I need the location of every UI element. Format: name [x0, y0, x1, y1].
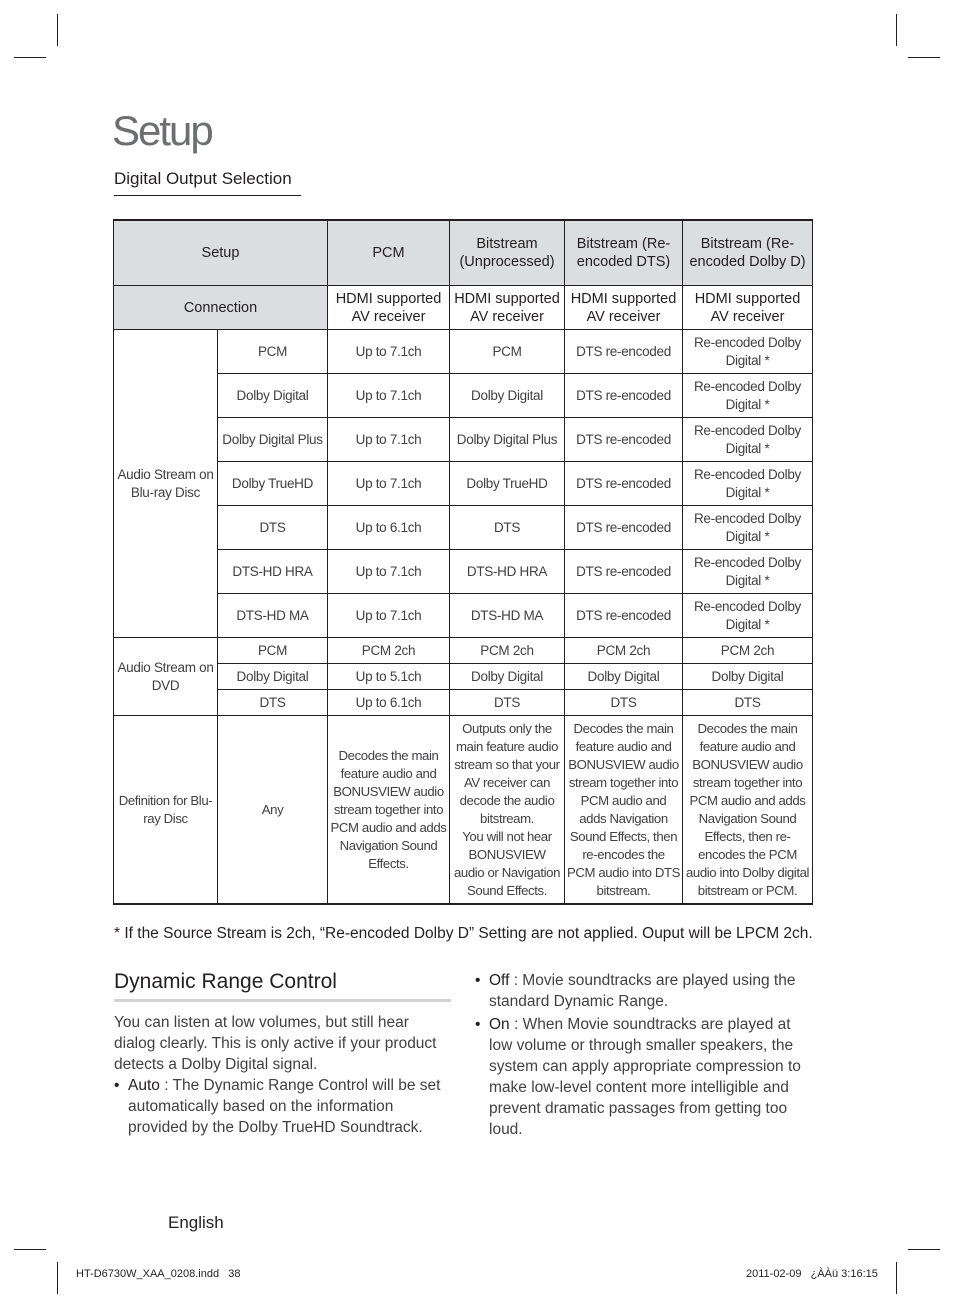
cell-pcm: Up to 5.1ch: [328, 664, 450, 690]
cell-source: Any: [218, 716, 328, 905]
print-slug-date: 2011-02-09 ¿ÀÀü 3:16:15: [746, 1268, 878, 1280]
cell-unprocessed: DTS-HD HRA: [450, 550, 565, 594]
cell-dts: DTS re-encoded: [565, 330, 683, 374]
cell-dts: PCM 2ch: [565, 638, 683, 664]
cell-unprocessed: Dolby Digital: [450, 374, 565, 418]
cell-dts: DTS re-encoded: [565, 418, 683, 462]
table-row: [114, 374, 813, 418]
on-text: : When Movie soundtracks are played at low volume or through smaller speakers, the system can apply appropriate compression to make low-level content more intelligible and prevent dramatic passages from getting too loud.: [489, 1016, 801, 1138]
header-bitstream-unprocessed: Bitstream (Unprocessed): [450, 220, 565, 286]
cell-unprocessed: Dolby Digital: [450, 664, 565, 690]
table-row: [114, 506, 813, 550]
drc-title: Dynamic Range Control: [114, 968, 451, 1002]
cell-pcm: Up to 7.1ch: [328, 462, 450, 506]
table-row: [114, 594, 813, 638]
cell-source: DTS: [218, 506, 328, 550]
off-label: Off: [489, 972, 510, 989]
definition-pcm: Decodes the main feature audio and BONUSVIEW audio stream together into PCM audio and adds Navigation Sound Effects.: [328, 716, 450, 905]
connection-dolby: HDMI supported AV receiver: [683, 286, 813, 330]
cell-dts: DTS re-encoded: [565, 550, 683, 594]
cell-dts: DTS: [565, 690, 683, 716]
crop-mark: [908, 1249, 940, 1250]
cell-unprocessed: Dolby TrueHD: [450, 462, 565, 506]
cell-pcm: Up to 7.1ch: [328, 550, 450, 594]
cell-dolby: Re-encoded Dolby Digital *: [683, 462, 813, 506]
bullet-glyph: •: [475, 1016, 481, 1033]
header-bitstream-dts: Bitstream (Re-encoded DTS): [565, 220, 683, 286]
print-slug-file: HT-D6730W_XAA_0208.indd 38: [76, 1268, 241, 1280]
drc-intro: You can listen at low volumes, but still hear dialog clearly. This is only active if your product detects a Dolby Digital signal.: [114, 1014, 437, 1073]
cell-dolby: Re-encoded Dolby Digital *: [683, 594, 813, 638]
cell-source: Dolby TrueHD: [218, 462, 328, 506]
cell-source: DTS-HD MA: [218, 594, 328, 638]
cell-pcm: Up to 7.1ch: [328, 594, 450, 638]
connection-label: Connection: [114, 286, 328, 330]
group-dvd: Audio Stream on DVD: [114, 638, 218, 716]
drc-left-column: [114, 968, 451, 1138]
digital-output-table: [113, 219, 813, 905]
cell-pcm: Up to 6.1ch: [328, 690, 450, 716]
header-setup: Setup: [114, 220, 328, 286]
header-bitstream-dolby: Bitstream (Re-encoded Dolby D): [683, 220, 813, 286]
table-row: [114, 638, 813, 664]
definition-dts: Decodes the main feature audio and BONUSVIEW audio stream together into PCM audio and adds Navigation Sound Effects, then re-encodes the PCM audio into DTS bitstream.: [565, 716, 683, 905]
cell-dolby: Re-encoded Dolby Digital *: [683, 418, 813, 462]
cell-unprocessed: Dolby Digital Plus: [450, 418, 565, 462]
drc-bullet-auto: [114, 1075, 451, 1138]
cell-source: Dolby Digital Plus: [218, 418, 328, 462]
cell-unprocessed: PCM 2ch: [450, 638, 565, 664]
cell-unprocessed: DTS: [450, 690, 565, 716]
table-row: [114, 664, 813, 690]
table-row: [114, 462, 813, 506]
cell-source: Dolby Digital: [218, 664, 328, 690]
cell-unprocessed: DTS: [450, 506, 565, 550]
table-row: [114, 690, 813, 716]
crop-mark: [908, 57, 940, 58]
section-heading: Digital Output Selection: [114, 168, 301, 196]
definition-unprocessed-part2: You will not hear BONUSVIEW audio or Navigation Sound Effects.: [453, 828, 561, 898]
cell-pcm: Up to 6.1ch: [328, 506, 450, 550]
definition-unprocessed: [450, 716, 565, 905]
cell-pcm: Up to 7.1ch: [328, 374, 450, 418]
connection-pcm: HDMI supported AV receiver: [328, 286, 450, 330]
auto-text: : The Dynamic Range Control will be set automatically based on the information provided by the Dolby TrueHD Soundtrack.: [128, 1077, 441, 1136]
bullet-glyph: •: [475, 972, 481, 989]
cell-pcm: Up to 7.1ch: [328, 418, 450, 462]
cell-source: Dolby Digital: [218, 374, 328, 418]
header-pcm: PCM: [328, 220, 450, 286]
crop-mark: [57, 14, 58, 46]
table-row: [114, 550, 813, 594]
crop-mark: [896, 14, 897, 46]
cell-dts: DTS re-encoded: [565, 506, 683, 550]
cell-dolby: Re-encoded Dolby Digital *: [683, 330, 813, 374]
crop-mark: [57, 1262, 58, 1294]
cell-dts: Dolby Digital: [565, 664, 683, 690]
table-footnote: * If the Source Stream is 2ch, “Re-encoded Dolby D” Setting are not applied. Ouput will be LPCM 2ch.: [114, 925, 813, 942]
cell-dolby: Re-encoded Dolby Digital *: [683, 374, 813, 418]
cell-unprocessed: PCM: [450, 330, 565, 374]
cell-source: DTS: [218, 690, 328, 716]
bullet-glyph: •: [114, 1077, 120, 1094]
off-text: : Movie soundtracks are played using the standard Dynamic Range.: [489, 972, 796, 1010]
crop-mark: [896, 1262, 897, 1294]
definition-unprocessed-part1: Outputs only the main feature audio stream so that your AV receiver can decode the audio bitstream.: [454, 720, 560, 826]
crop-mark: [14, 1249, 46, 1250]
table-header-row: [114, 220, 813, 286]
cell-dts: DTS re-encoded: [565, 374, 683, 418]
page-title: Setup: [112, 107, 212, 154]
connection-unprocessed: HDMI supported AV receiver: [450, 286, 565, 330]
table-row: [114, 330, 813, 374]
cell-source: DTS-HD HRA: [218, 550, 328, 594]
definition-row: [114, 716, 813, 905]
cell-dolby: DTS: [683, 690, 813, 716]
language-label: English: [168, 1213, 224, 1232]
cell-unprocessed: DTS-HD MA: [450, 594, 565, 638]
connection-dts: HDMI supported AV receiver: [565, 286, 683, 330]
table-row: [114, 418, 813, 462]
drc-right-column: [475, 970, 815, 1140]
drc-bullet-on: [475, 1014, 815, 1140]
crop-mark: [14, 57, 46, 58]
cell-dts: DTS re-encoded: [565, 462, 683, 506]
cell-source: PCM: [218, 638, 328, 664]
cell-dolby: Re-encoded Dolby Digital *: [683, 506, 813, 550]
cell-dolby: Re-encoded Dolby Digital *: [683, 550, 813, 594]
group-definition: Definition for Blu-ray Disc: [114, 716, 218, 905]
cell-pcm: PCM 2ch: [328, 638, 450, 664]
cell-pcm: Up to 7.1ch: [328, 330, 450, 374]
cell-dts: DTS re-encoded: [565, 594, 683, 638]
auto-label: Auto: [128, 1077, 160, 1094]
drc-bullet-off: [475, 970, 815, 1012]
definition-dolby: Decodes the main feature audio and BONUSVIEW audio stream together into PCM audio and adds Navigation Sound Effects, then re-encodes the PCM audio into Dolby digital bitstream or PCM.: [683, 716, 813, 905]
on-label: On: [489, 1016, 510, 1033]
connection-row: [114, 286, 813, 330]
cell-dolby: PCM 2ch: [683, 638, 813, 664]
group-bluray: Audio Stream on Blu-ray Disc: [114, 330, 218, 638]
cell-source: PCM: [218, 330, 328, 374]
cell-dolby: Dolby Digital: [683, 664, 813, 690]
